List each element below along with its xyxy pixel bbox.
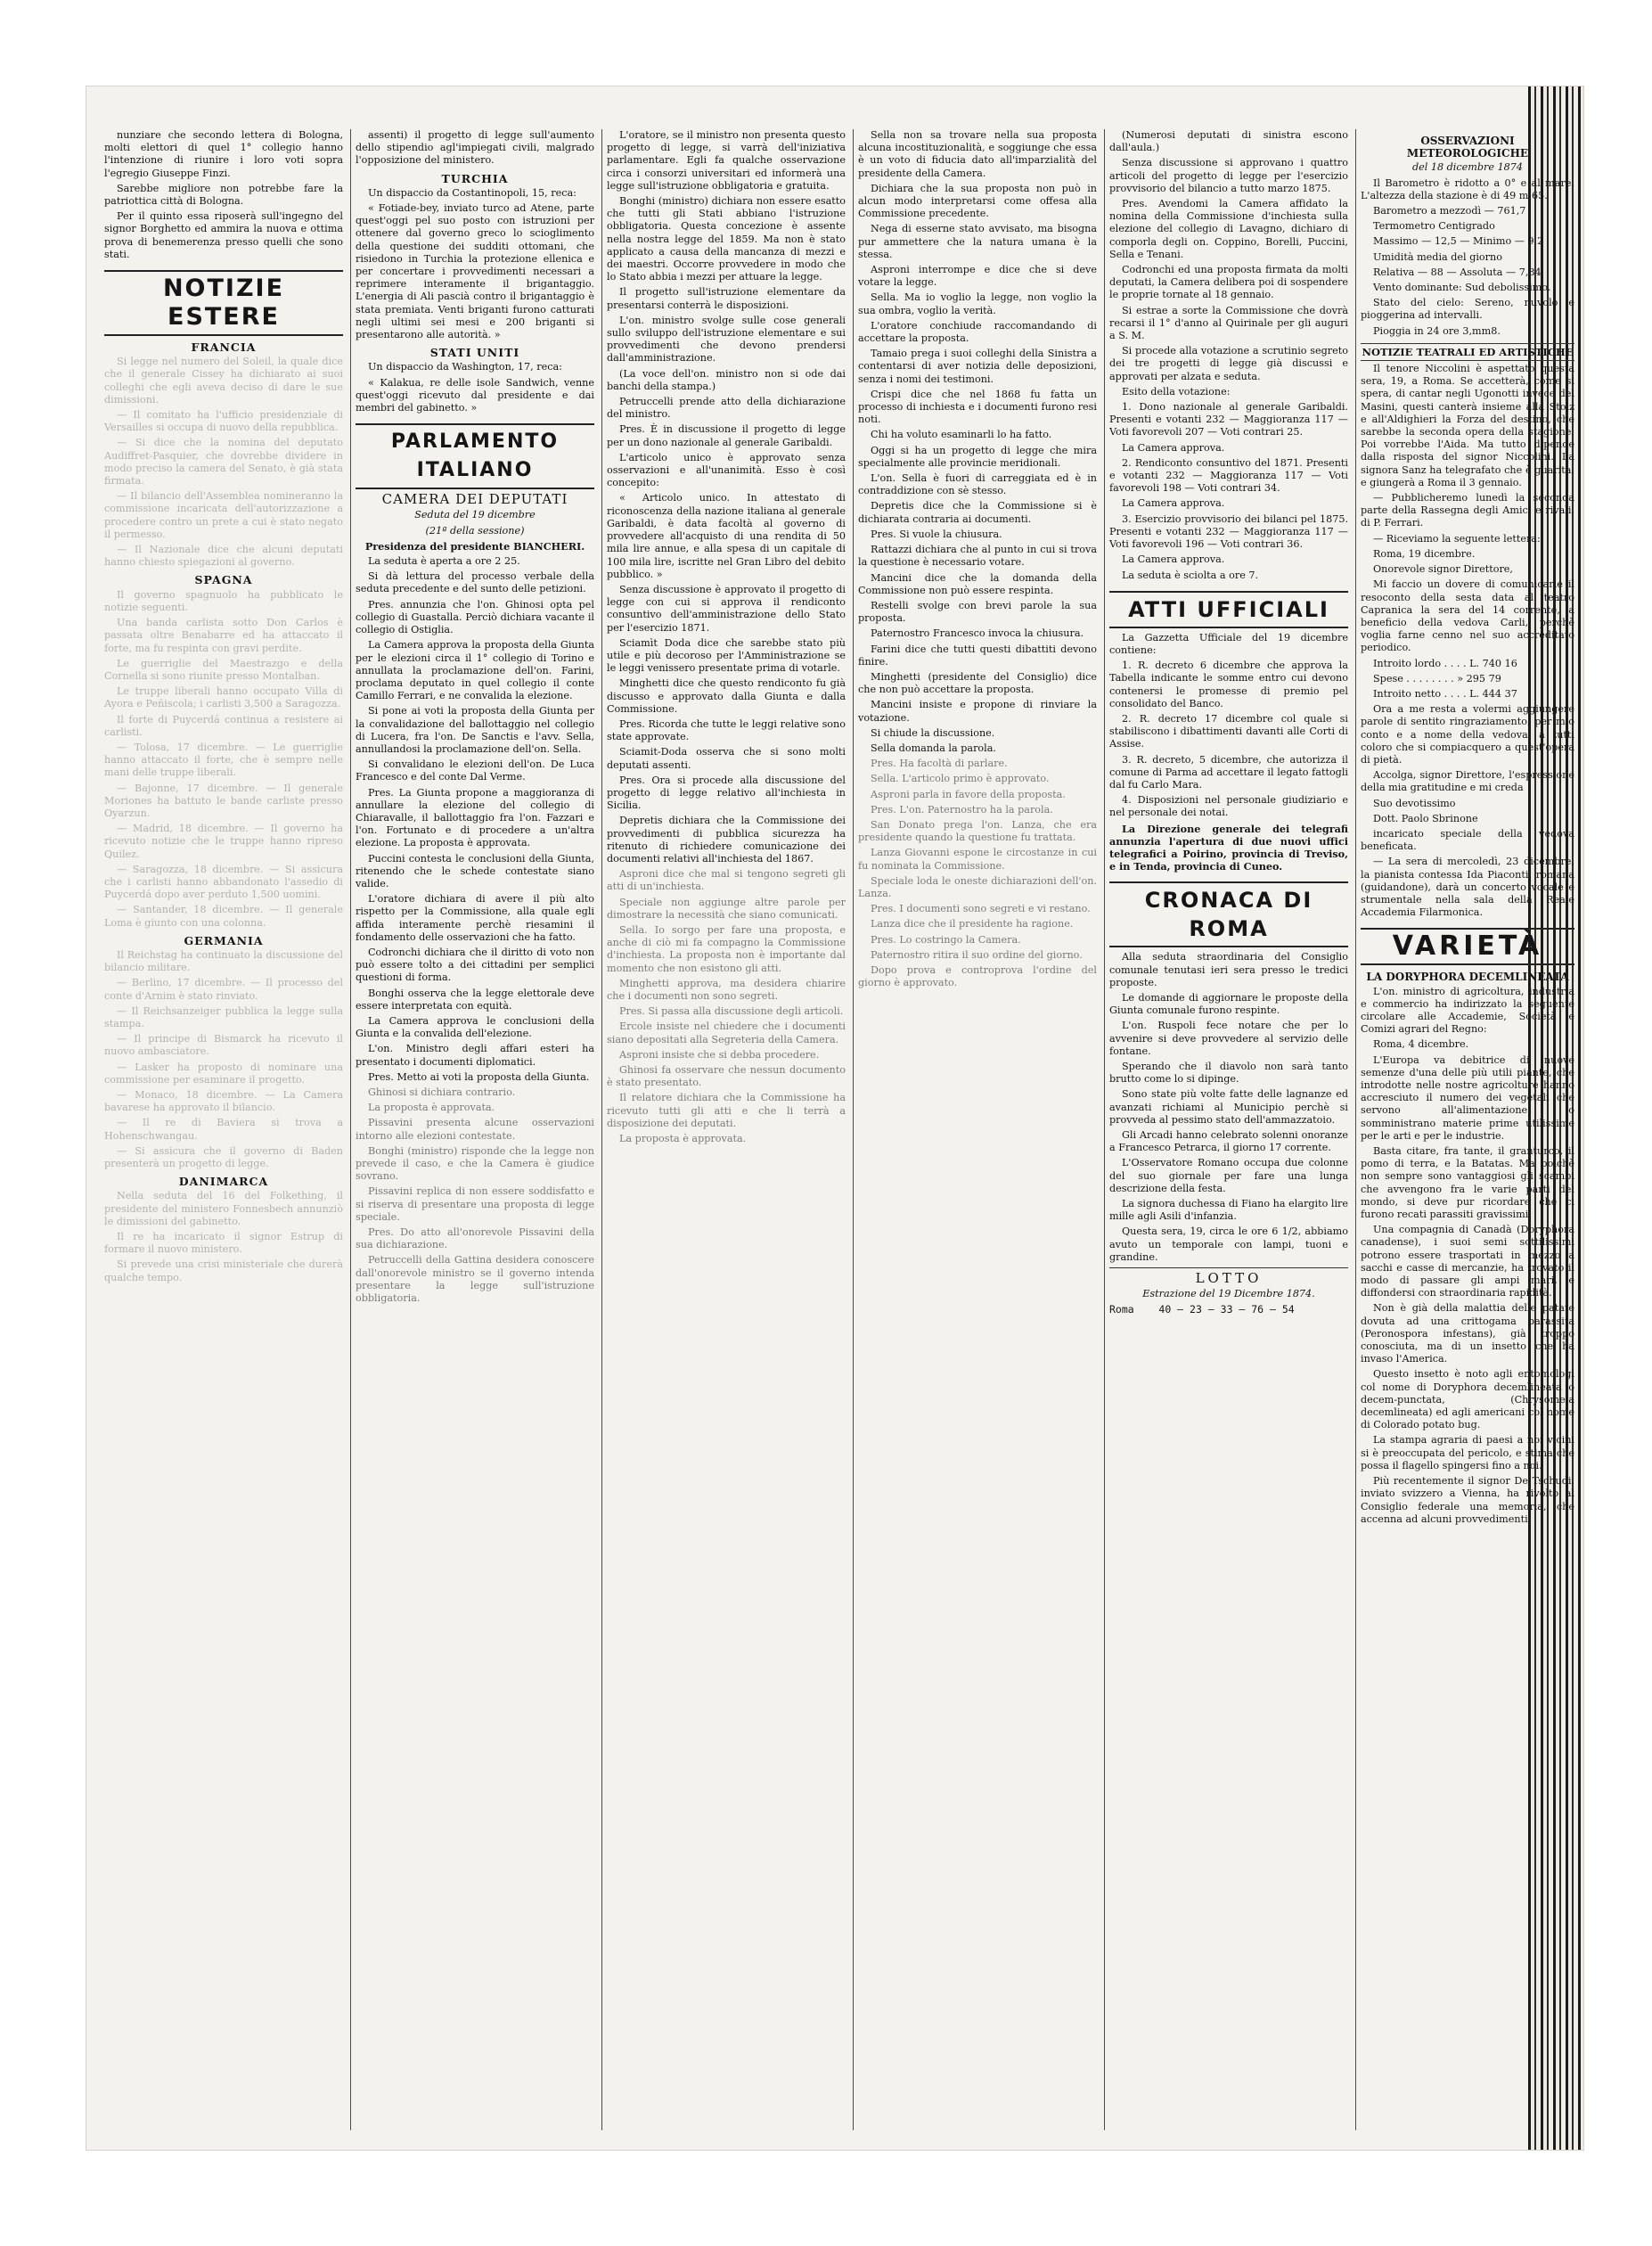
turchia-heading: TURCHIA — [441, 171, 509, 185]
paragraph: nunziare che secondo lettera di Bologna, molti elettori di quel 1° collegio hanno l'intenzione di riunire i loro voti sopra l'egregio Giuseppe Finzi. — [104, 129, 343, 179]
column-4 — [858, 129, 1097, 2130]
paragraph: assenti) il progetto di legge sull'aumento dello stipendio agl'impiegati civili, malgrado l'opposizione del ministero. — [356, 129, 594, 167]
paragraph: L'on. Ruspoli fece notare che per lo avvenire si deve provvedere al servizio delle fontane. — [1109, 1020, 1348, 1057]
paragraph: Mancini dice che la domanda della Commissione non può essere respinta. — [858, 571, 1097, 596]
paragraph: — Berlino, 17 dicembre. — Il processo del conte d'Arnim è stato rinviato. — [104, 977, 343, 1002]
doryphora-heading: LA DORYPHORA DECEMLINEATA — [1366, 971, 1569, 984]
paragraph: 3. Esercizio provvisorio dei bilanci pel 1875. Presenti e votanti 232 — Maggioranza 117 — Voti favorevoli 196 — Voti contrari 36. — [1109, 512, 1348, 551]
paragraph: Massimo — 12,5 — Minimo — 9,2 — [1373, 235, 1544, 248]
paragraph: Ercole insiste nel chiedere che i documenti siano depositati alla Segreteria della Camera. — [607, 1021, 846, 1045]
paragraph: — Il re di Baviera si trova a Hohenschwangau. — [104, 1117, 343, 1142]
paragraph: L'Europa va debitrice di nuove semenze d'una delle più utili piante, che introdotte nelle nostre agricolture hanno accresciuto il numero dei vegetali che servono all'alimentazione o somministrano materie prime utilissime per le arti e per le industrie. — [1361, 1053, 1574, 1142]
paragraph: Si prevede una crisi ministeriale che durerà qualche tempo. — [104, 1258, 343, 1283]
paragraph: Barometro a mezzodì — 761,7 — [1373, 205, 1526, 217]
paragraph: Non è già della malattia delle patate dovuta ad una crittogama parassita (Peronospora infestans), già troppo conosciuta, ma di un insetto che ha invaso l'America. — [1361, 1302, 1574, 1365]
paragraph: Le truppe liberali hanno occupato Villa di Ayora e Peñiscola; i carlisti 3,500 a Saragozza. — [104, 685, 343, 710]
paragraph: — Pubblicheremo lunedì la seconda parte della Rassegna degli Amici e rivali, di P. Ferrari. — [1361, 492, 1574, 529]
paragraph: Senza discussione si approvano i quattro articoli del progetto di legge per l'esercizio provvisorio del bilancio a tutto marzo 1875. — [1109, 157, 1348, 194]
lotto-row — [1109, 1303, 1348, 1316]
paragraph: Sella. Ma io voglio la legge, non voglio la sua ombra, voglio la verità. — [858, 291, 1097, 316]
paragraph: Sella non sa trovare nella sua proposta alcuna incostituzionalità, e soggiunge che essa è un voto di fiducia dato all'imparzialità del presidente della Camera. — [858, 129, 1097, 179]
paragraph: — Saragozza, 18 dicembre. — Si assicura che i carlisti hanno abbandonato l'assedio di Puycerdá dopo aver perduto 1,500 uomini. — [104, 863, 343, 901]
paragraph: Mancini insiste e propone di rinviare la votazione. — [858, 699, 1097, 724]
paragraph: La seduta è aperta a ore 2 25. — [368, 555, 520, 568]
paragraph: Lanza dice che il presidente ha ragione. — [871, 918, 1074, 930]
paragraph: Rattazzi dichiara che al punto in cui si trova la questione è necessario votare. — [858, 544, 1097, 569]
seduta-line: Seduta del 19 dicembre — [414, 509, 536, 521]
paragraph: Bonghi (ministro) risponde che la legge non prevede il caso, e che la Camera è giudice sovrano. — [356, 1144, 594, 1183]
paragraph: Codronchi dichiara che il diritto di voto non può essere tolto a dei cittadini per semplici questioni di forma. — [356, 946, 594, 984]
paragraph: L'oratore conchiude raccomandando di accettare la proposta. — [858, 319, 1097, 345]
paragraph: Sarebbe migliore non potrebbe fare la patriottica città di Bologna. — [104, 182, 343, 208]
paragraph: L'on. Sella è fuori di carreggiata ed è in contraddizione con sè stesso. — [858, 472, 1097, 497]
paragraph: L'articolo unico è approvato senza osservazioni e all'unanimità. Esso è così concepito: — [607, 451, 846, 489]
presidenza-line: Presidenza del presidente BIANCHERI. — [364, 539, 585, 553]
column-6 — [1361, 129, 1574, 2130]
paragraph: L'oratore, se il ministro non presenta questo progetto di legge, si varrà dell'iniziativa parlamentare. Egli fa qualche osservazione circa i consorzi universitari ed informerà una legge sull'istruzione obbligatoria e gratuita. — [607, 129, 846, 192]
paragraph: Asproni interrompe e dice che si deve votare la legge. — [858, 264, 1097, 289]
paragraph: L'oratore dichiara di avere il più alto rispetto per la Commissione, alla quale egli affida interamente perchè riesamini il fondamento delle osservazioni che ha fatto. — [356, 893, 594, 943]
paragraph: Più recentemente il signor De Tschudi, inviato svizzero a Vienna, ha rivolto al Consiglio federale una memoria, che accenna ad alcuni provvedimenti. — [1361, 1475, 1574, 1525]
paragraph: La Camera approva. — [1122, 441, 1225, 454]
paragraph: (Numerosi deputati di sinistra escono dall'aula.) — [1109, 129, 1348, 154]
paragraph: — Monaco, 18 dicembre. — La Camera bavarese ha approvato il bilancio. — [104, 1089, 343, 1114]
varieta-heading: VARIETÀ — [1361, 928, 1574, 965]
paragraph: Pres. Ricorda che tutte le leggi relative sono state approvate. — [607, 717, 846, 743]
notizie-teatrali-heading: NOTIZIE TEATRALI ED ARTISTICHE — [1361, 343, 1574, 361]
paragraph: Il re ha incaricato il signor Estrup di formare il nuovo ministero. — [104, 1231, 343, 1256]
paragraph: Dichiara che la sua proposta non può in alcun modo interpretarsi come offesa alla Commissione precedente. — [858, 182, 1097, 220]
paragraph: Pres. Ora si procede alla discussione del progetto di legge relativo all'inchiesta in Sicilia. — [607, 774, 846, 812]
paragraph: « Kalakua, re delle isole Sandwich, venne quest'oggi ricevuto dal presidente e dai membri del gabinetto. » — [356, 376, 594, 414]
paragraph: Pres. È in discussione il progetto di legge per un dono nazionale al generale Garibaldi. — [607, 423, 846, 448]
paragraph: incaricato speciale della vedova beneficata. — [1361, 827, 1574, 853]
paragraph: Ghinosi fa osservare che nessun documento è stato presentato. — [607, 1064, 846, 1089]
paragraph: Pres. Si vuole la chiusura. — [871, 528, 1002, 540]
paragraph: Introito lordo . . . . L. 740 16 — [1373, 657, 1517, 669]
paragraph: « Fotiade-bey, inviato turco ad Atene, parte quest'oggi pel suo posto con istruzioni per ottenere dal governo greco lo scioglimento della questione dei sudditi ottomani, che risiedono in Turchia la protezione ellenica e per concertare i provvedimenti necessari a reprimere interamente il brigantaggio. L'energia di Ali pascià contro il brigantaggio è stata premiata. Venti briganti furono catturati negli ultimi sei mesi e 200 briganti si presentarono alle autorità. » — [356, 202, 594, 341]
paragraph: Paternostro ritira il suo ordine del giorno. — [871, 948, 1083, 961]
paragraph: Tamaio prega i suoi colleghi della Sinistra a contentarsi di aver notizia delle deposizioni, senza i nomi dei testimoni. — [858, 348, 1097, 385]
paragraph: Il forte di Puycerdá continua a resistere ai carlisti. — [104, 713, 343, 738]
paragraph: Termometro Centigrado — [1373, 220, 1495, 233]
column-3 — [607, 129, 846, 2130]
paragraph: Minghetti dice che questo rendiconto fu già discusso e approvato dalla Giunta e dalla Commissione. — [607, 677, 846, 715]
paragraph: L'on. ministro di agricoltura, industria e commercio ha indirizzato la seguente circolare alle Accademie, Società e Comizi agrari del Regno: — [1361, 985, 1574, 1036]
paragraph: Pissavini replica di non essere soddisfatto e si riserva di presentare una proposta di legge speciale. — [356, 1185, 594, 1223]
paragraph: Roma, 19 dicembre. — [1373, 547, 1476, 560]
paragraph: La Camera approva. — [1122, 553, 1225, 566]
paragraph: 2. Rendiconto consuntivo del 1871. Presenti e votanti 232 — Maggioranza 117 — Voti favorevoli 198 — Voti contrari 34. — [1109, 456, 1348, 495]
paragraph: Sella. Io sorgo per fare una proposta, e anche di ciò mi fa compagno la Commissione d'inchiesta. La proposta non è importante dal momento che non esistono gli atti. — [607, 923, 846, 974]
paragraph: — Tolosa, 17 dicembre. — Le guerriglie hanno attaccato il forte, che è sempre nelle mani delle truppe liberali. — [104, 741, 343, 779]
sessione-line: (21ª della sessione) — [425, 524, 525, 537]
column-rule — [1104, 129, 1105, 2130]
paragraph: Una banda carlista sotto Don Carlos è passata oltre Benabarre ed ha attaccato il forte, ma fu respinta con gravi perdite. — [104, 617, 343, 654]
direzione-telegrafi: La Direzione generale dei telegrafi annunzia l'apertura di due nuovi uffici telegrafici a Poirino, provincia di Treviso, e in Tenda, provincia di Cuneo. — [1109, 822, 1348, 873]
section-heading: SPAGNA — [194, 573, 253, 587]
paragraph: Basta citare, fra tante, il granturco, il pomo di terra, e la Batatas. Ma poichè non sempre sono vantaggiosi gli scambi che avvengono fra le varie parti del mondo, si deve pur ricordare che ci furono recati parassiti gravissimi. — [1361, 1145, 1574, 1221]
paragraph: Pres. annunzia che l'on. Ghinosi opta pel collegio di Guastalla. Perciò dichiara vacante il collegio di Ostiglia. — [356, 598, 594, 636]
paragraph: Petruccelli della Gattina desidera conoscere dall'onorevole ministro se il governo intenda presentare la legge sull'istruzione obbligatoria. — [356, 1254, 594, 1305]
section-heading: FRANCIA — [191, 340, 257, 355]
paragraph: Oggi si ha un progetto di legge che mira specialmente alle provincie meridionali. — [858, 444, 1097, 469]
paragraph: La signora duchessa di Fiano ha elargito lire mille agli Asili d'infanzia. — [1109, 1198, 1348, 1223]
paragraph: — Il comitato ha l'ufficio presidenziale di Versailles si occupa di nuovo della repubblica. — [104, 409, 343, 434]
section-heading: DANIMARCA — [178, 1175, 269, 1189]
paragraph: Questo insetto è noto agli entomologi col nome di Doryphora decemlineata o decem-punctata, (Chrysomela decemlineata) ed agli americani col nome di Colorado potato bug. — [1361, 1368, 1574, 1431]
paragraph: Il Reichstag ha continuato la discussione del bilancio militare. — [104, 948, 343, 974]
paragraph: — Si assicura che il governo di Baden presenterà un progetto di legge. — [104, 1144, 343, 1170]
paragraph: Stato del cielo: Sereno, nuvolo e pioggerina ad intervalli. — [1361, 297, 1574, 322]
paragraph: Relativa — 88 — Assoluta — 7,84 — [1373, 266, 1542, 278]
paragraph: Si procede alla votazione a scrutinio segreto dei tre progetti di legge già discussi e approvati per alzata e seduta. — [1109, 345, 1348, 382]
paragraph: Bonghi (ministro) dichiara non essere esatto che tutti gli Stati abbiano l'istruzione obbligatoria. Questa concezione è assente nella nostra legge del 1859. Ma non è stato applicato a causa della mancanza di mezzi e dei maestri. Occorre provvedere in modo che lo Stato abbia i mezzi per attuare la legge. — [607, 195, 846, 283]
paragraph: Le guerriglie del Maestrazgo e della Cornella si sono riunite presso Montalban. — [104, 657, 343, 682]
lotto-subtitle: Estrazione del 19 Dicembre 1874. — [1142, 1288, 1315, 1300]
paragraph: Asproni insiste che si debba procedere. — [619, 1048, 820, 1061]
paragraph: Minghetti approva, ma desidera chiarire che i documenti non sono segreti. — [607, 977, 846, 1002]
paragraph: 4. Disposizioni nel personale giudiziario e nel personale dei notai. — [1109, 794, 1348, 819]
paragraph: — Il principe di Bismarck ha ricevuto il nuovo ambasciatore. — [104, 1033, 343, 1058]
paragraph: Questa sera, 19, circa le ore 6 1/2, abbiamo avuto un temporale con lampi, tuoni e grandine. — [1109, 1225, 1348, 1263]
paragraph: — Madrid, 18 dicembre. — Il governo ha ricevuto notizie che le truppe hanno ripreso Quilez. — [104, 823, 343, 860]
paragraph: Pres. Lo costringo la Camera. — [871, 933, 1021, 946]
paragraph: — Il Reichsanzeiger pubblica la legge sulla stampa. — [104, 1004, 343, 1029]
lotto-heading: LOTTO — [1109, 1267, 1348, 1284]
column-2 — [356, 129, 594, 2130]
paragraph: Senza discussione è approvato il progetto di legge con cui si approva il rendiconto consuntivo dell'amministrazione dello Stato per l'esercizio 1871. — [607, 583, 846, 634]
paragraph: Pres. Do atto all'onorevole Pissavini della sua dichiarazione. — [356, 1226, 594, 1251]
paragraph: Nella seduta del 16 del Folkething, il presidente del ministero Fonnesbech annunziò le dimissioni del gabinetto. — [104, 1190, 343, 1227]
paragraph: — Bajonne, 17 dicembre. — Il generale Moriones ha battuto le bande carliste presso Oyarzun. — [104, 782, 343, 819]
paragraph: La Camera approva le conclusioni della Giunta e la convalida dell'elezione. — [356, 1014, 594, 1040]
paragraph: Mi faccio un dovere di comunicarle il resoconto della sesta data al teatro Capranica la sera del 14 corrente, a beneficio della vedova Carli, perchè voglia farne cenno nel suo accreditato periodico. — [1361, 578, 1574, 654]
column-rule — [350, 129, 351, 2130]
paragraph: Dott. Paolo Sbrinone — [1373, 812, 1478, 824]
paragraph: Restelli svolge con brevi parole la sua proposta. — [858, 599, 1097, 625]
paragraph: Il Barometro è ridotto a 0° e al mare. L'altezza della stazione è di 49 m 65. — [1361, 176, 1574, 201]
paragraph: — Il Nazionale dice che alcuni deputati hanno chiesto spiegazioni al governo. — [104, 544, 343, 569]
paragraph: Pres. Ha facoltà di parlare. — [871, 758, 1008, 770]
paragraph: L'on. ministro svolge sulle cose generali sullo sviluppo dell'istruzione elementare e sui provvedimenti che devono prendersi dall'amministrazione. — [607, 314, 846, 365]
paragraph: La seduta è sciolta a ore 7. — [1122, 569, 1259, 581]
paragraph: Umidità media del giorno — [1373, 250, 1502, 263]
paragraph: Per il quinto essa riposerà sull'ingegno del signor Borghetto ed ammira la nuova e ottima prova di benemerenza presso quelli che sono stati. — [104, 210, 343, 260]
paragraph: Sono state più volte fatte delle lagnanze ed avanzati richiami al Municipio perchè si provveda al pessimo stato dell'ammazzatoio. — [1109, 1088, 1348, 1126]
paragraph: Depretis dice che la Commissione si è dichiarata contraria ai documenti. — [858, 500, 1097, 525]
paragraph: — Lasker ha proposto di nominare una commissione per esaminare il progetto. — [104, 1061, 343, 1086]
paragraph: L'Osservatore Romano occupa due colonne del suo giornale per fare una lunga descrizione della festa. — [1109, 1157, 1348, 1194]
paragraph: Dopo prova e controprova l'ordine del giorno è approvato. — [858, 963, 1097, 989]
paragraph: Esito della votazione: — [1122, 385, 1231, 398]
paragraph: 1. Dono nazionale al generale Garibaldi. Presenti e votanti 232 — Maggioranza 117 — Voti favorevoli 207 — Voti contrari 25. — [1109, 401, 1348, 439]
paragraph: La Camera approva la proposta della Giunta per le elezioni circa il 1° collegio di Torino e annullata la proclamazione dell'on. Farini, proclama deputato in quel collegio il conte Camillo Ferrari, e ne convalida la elezione. — [356, 639, 594, 702]
paragraph: (La voce dell'on. ministro non si ode dai banchi della stampa.) — [607, 367, 846, 392]
paragraph: Depretis dichiara che la Commissione dei provvedimenti di pubblica sicurezza ha ritenuto di richiedere comunicazione dei documenti relativi all'inchiesta del 1867. — [607, 815, 846, 865]
paragraph: Crispi dice che nel 1868 fu fatta un processo di inchiesta e i documenti furono resi noti. — [858, 388, 1097, 426]
paragraph: Vento dominante: Sud debolissimo. — [1373, 282, 1551, 294]
paragraph: Pres. La Giunta propone a maggioranza di annullare la elezione del collegio di Chiaravalle, il ballottaggio fra l'on. Fazzari e l'on. Fortunato e di procedere a un'altra elezione. La proposta è approvata. — [356, 786, 594, 849]
paragraph: La proposta è approvata. — [619, 1133, 747, 1145]
paragraph: Il tenore Niccolini è aspettato questa sera, 19, a Roma. Se accetterà, come si spera, di cantar negli Ugonotti invece del Masini, questi canterà insieme alla Stolz e all'Aldighieri la Forza del destino, che sarebbe la seconda opera della stagione. Poi vorrebbe l'Aida. Ma tutto dipende dalla risposta del signor Niccolini. La signora Sanz ha telegrafato che è guarita, e giungerà a Roma il 3 gennaio. — [1361, 363, 1574, 488]
paragraph: Gli Arcadi hanno celebrato solenni onoranze a Francesco Petrarca, il giorno 17 corrente. — [1109, 1129, 1348, 1154]
paragraph: Pres. Metto ai voti la proposta della Giunta. — [368, 1070, 590, 1083]
paragraph: Chi ha voluto esaminarli lo ha fatto. — [871, 429, 1052, 441]
paragraph: La Camera approva. — [1122, 497, 1225, 510]
lotto-numbers: 40 — 23 — 33 — 76 — 54 — [1158, 1303, 1295, 1316]
paragraph: Il progetto sull'istruzione elementare da presentarsi conterrà le disposizioni. — [607, 286, 846, 311]
osservazioni-date: del 18 dicembre 1874 — [1411, 161, 1524, 174]
paragraph: Pres. Si passa alla discussione degli articoli. — [619, 1005, 844, 1018]
paragraph: Petruccelli prende atto della dichiarazione del ministro. — [607, 396, 846, 421]
paragraph: Un dispaccio da Costantinopoli, 15, reca: — [368, 186, 577, 199]
paragraph: Ora a me resta a volermi aggiungere parole di sentito ringraziamento, per mio conto e a nome della vedova, a tutti coloro che si compiacquero a quest'opera di pietà. — [1361, 703, 1574, 766]
paragraph: Nega di esserne stato avvisato, ma bisogna pur ammettere che la natura umana è la stessa. — [858, 223, 1097, 260]
paragraph: — Il bilancio dell'Assemblea nomineranno la commissione incaricata dell'autorizzazione a procedere contro un prete a cui è stato negato il permesso. — [104, 490, 343, 540]
paragraph: Una compagnia di Canadà (Doryphora canadense), i suoi semi sottilissimi potrono essere trasportati in mezzo a sacchi e casse di mercanzie, ha trovato il modo di passare gli ampi mari, e diffondersi con straordinaria rapidità. — [1361, 1224, 1574, 1299]
newspaper-page — [86, 86, 1584, 2151]
column-rule — [853, 129, 854, 2130]
paragraph: Un dispaccio da Washington, 17, reca: — [368, 361, 562, 373]
paragraph: San Donato prega l'on. Lanza, che era presidente quando la questione fu trattata. — [858, 818, 1097, 844]
paragraph: Roma, 4 dicembre. — [1373, 1038, 1469, 1051]
paragraph: Suo devotissimo — [1373, 797, 1456, 809]
paragraph: Pres. L'on. Paternostro ha la parola. — [871, 803, 1053, 816]
paragraph: Onorevole signor Direttore, — [1373, 563, 1513, 576]
column-1 — [104, 129, 343, 2130]
paragraph: Asproni parla in favore della proposta. — [871, 788, 1066, 800]
paragraph: Spese . . . . . . . . » 295 79 — [1373, 672, 1501, 684]
paragraph: Alla seduta straordinaria del Consiglio comunale tenutasi ieri sera presso le tredici proposte. — [1109, 951, 1348, 988]
paragraph: Si convalidano le elezioni dell'on. De Luca Francesco e del conte Dal Verme. — [356, 758, 594, 783]
paragraph: Sciamit-Doda osserva che si sono molti deputati assenti. — [607, 746, 846, 771]
cronaca-di-roma-heading: CRONACA DI ROMA — [1109, 881, 1348, 947]
paragraph: Si pone ai voti la proposta della Giunta per la convalidazione del ballottaggio nel collegio di Lucera, fra l'on. De Sanctis e l'avv. Sella, annullandosi la proclamazione dell'on. Sella. — [356, 705, 594, 755]
paragraph: Sella. L'articolo primo è approvato. — [871, 773, 1050, 785]
paragraph: Pres. I documenti sono segreti e vi restano. — [871, 903, 1091, 915]
paragraph: Introito netto . . . . L. 444 37 — [1373, 687, 1517, 700]
paragraph: Minghetti (presidente del Consiglio) dice che non può accettare la proposta. — [858, 670, 1097, 696]
paragraph: Il governo spagnuolo ha pubblicato le notizie seguenti. — [104, 588, 343, 613]
column-rule — [1355, 129, 1356, 2130]
camera-heading: CAMERA DEI DEPUTATI — [381, 491, 568, 508]
paragraph: « Articolo unico. In attestato di riconoscenza della nazione italiana al generale Garibaldi, è data facoltà al governo di provvedere all'acquisto di una rendita di 50 mila lire annue, e alla spesa di un capitale di 100 mila lire, iscritte nel Gran Libro del debito pubblico. » — [607, 492, 846, 580]
notizie-estere-heading: NOTIZIE ESTERE — [104, 270, 343, 336]
paragraph: L'on. Ministro degli affari esteri ha presentato i documenti diplomatici. — [356, 1043, 594, 1068]
paragraph: 1. R. decreto 6 dicembre che approva la Tabella indicante le somme entro cui devono contenersi le promesse di premio pel consolidato del Banco. — [1109, 660, 1348, 709]
paragraph: Il relatore dichiara che la Commissione ha ricevuto tutti gli atti e che li terrà a disposizione dei deputati. — [607, 1092, 846, 1129]
parlamento-heading: PARLAMENTO ITALIANO — [356, 423, 594, 489]
column-5 — [1109, 129, 1348, 2130]
stati-uniti-heading: STATI UNITI — [429, 346, 520, 360]
paragraph: Paternostro Francesco invoca la chiusura. — [871, 627, 1084, 640]
paragraph: Si dà lettura del processo verbale della seduta precedente e del sunto delle petizioni. — [356, 570, 594, 595]
paragraph: — Santander, 18 dicembre. — Il generale Loma è giunto con una colonna. — [104, 904, 343, 929]
osservazioni-heading: OSSERVAZIONI METEOROLOGICHE — [1406, 135, 1529, 160]
paragraph: Si estrae a sorte la Commissione che dovrà recarsi il 1° d'anno al Quirinale per gli auguri a S. M. — [1109, 304, 1348, 342]
paragraph: Bonghi osserva che la legge elettorale deve essere interpretata con equità. — [356, 987, 594, 1012]
paragraph: Asproni dice che mal si tengono segreti gli atti di un'inchiesta. — [607, 868, 846, 893]
paragraph: La Gazzetta Ufficiale del 19 dicembre contiene: — [1109, 631, 1348, 656]
paragraph: 2. R. decreto 17 dicembre col quale si stabiliscono i dibattimenti davanti alle Corti di Assise. — [1109, 712, 1348, 750]
paragraph: Farini dice che tutti questi dibattiti devono finire. — [858, 643, 1097, 668]
paragraph: Speciale non aggiunge altre parole per dimostrare la necessità che siano comunicati. — [607, 896, 846, 921]
paragraph: Speciale loda le oneste dichiarazioni dell'on. Lanza. — [858, 874, 1097, 899]
paragraph: La proposta è approvata. — [368, 1102, 495, 1114]
paragraph: Pres. Avendomi la Camera affidato la nomina della Commissione d'inchiesta sulla elezione del collegio di Lavagno, dichiaro di comporla degli on. Coppino, Borelli, Puccini, Sella e Tenani. — [1109, 198, 1348, 260]
column-rule — [601, 129, 602, 2130]
section-heading: GERMANIA — [184, 933, 264, 947]
paragraph: Pissavini presenta alcune osservazioni intorno alle elezioni contestate. — [356, 1117, 594, 1142]
paragraph: Accolga, signor Direttore, l'espressione della mia gratitudine e mi creda — [1361, 769, 1574, 794]
paragraph: Puccini contesta le conclusioni della Giunta, ritenendo che le schede contestate siano valide. — [356, 852, 594, 889]
paragraph: Sella domanda la parola. — [871, 742, 996, 754]
paragraph: Pioggia in 24 ore 3,mm8. — [1373, 324, 1501, 337]
atti-ufficiali-heading: ATTI UFFICIALI — [1109, 591, 1348, 628]
paragraph: 3. R. decreto, 5 dicembre, che autorizza il comune di Parma ad accettare il legato fattogli dal fu Carlo Mara. — [1109, 753, 1348, 791]
paragraph: Lanza Giovanni espone le circostanze in cui fu nominata la Commissione. — [858, 847, 1097, 872]
paragraph: Si chiude la discussione. — [871, 726, 995, 739]
paragraph: Ghinosi si dichiara contrario. — [368, 1086, 516, 1098]
paragraph: Codronchi ed una proposta firmata da molti deputati, la Camera delibera poi di sospendere le proprie tornate al 18 gennaio. — [1109, 264, 1348, 301]
paragraph: Le domande di aggiornare le proposte della Giunta comunale furono respinte. — [1109, 991, 1348, 1017]
paragraph: Sciamìt Doda dice che sarebbe stato più utile e più decoroso per l'Amministrazione se le leggi venissero presentate prima di votarle. — [607, 636, 846, 675]
paragraph: — La sera di mercoledì, 23 dicembre, la pianista contessa Ida Piaconti, romana (guidandone), darà un concerto vocale e strumentale nella sala della Reale Accademia Filarmonica. — [1361, 856, 1574, 919]
paragraph: Sperando che il diavolo non sarà tanto brutto come lo si dipinge. — [1109, 1060, 1348, 1086]
paragraph: La stampa agraria di paesi a noi vicini si è preoccupata del pericolo, e stima che possa il flagello spingersi fino a noi. — [1361, 1434, 1574, 1471]
paragraph: — Riceviamo la seguente lettera: — [1373, 532, 1541, 545]
paragraph: Si legge nel numero del Soleil, la quale dice che il generale Cissey ha dichiarato ai suoi colleghi che egli aveva deciso di dare le sue dimissioni. — [104, 356, 343, 406]
paragraph: — Si dice che la nomina del deputato Audiffret-Pasquier, che dovrebbe dividere in modo preciso la camera del Senato, è già stata firmata. — [104, 437, 343, 488]
lotto-city: Roma — [1109, 1303, 1134, 1316]
